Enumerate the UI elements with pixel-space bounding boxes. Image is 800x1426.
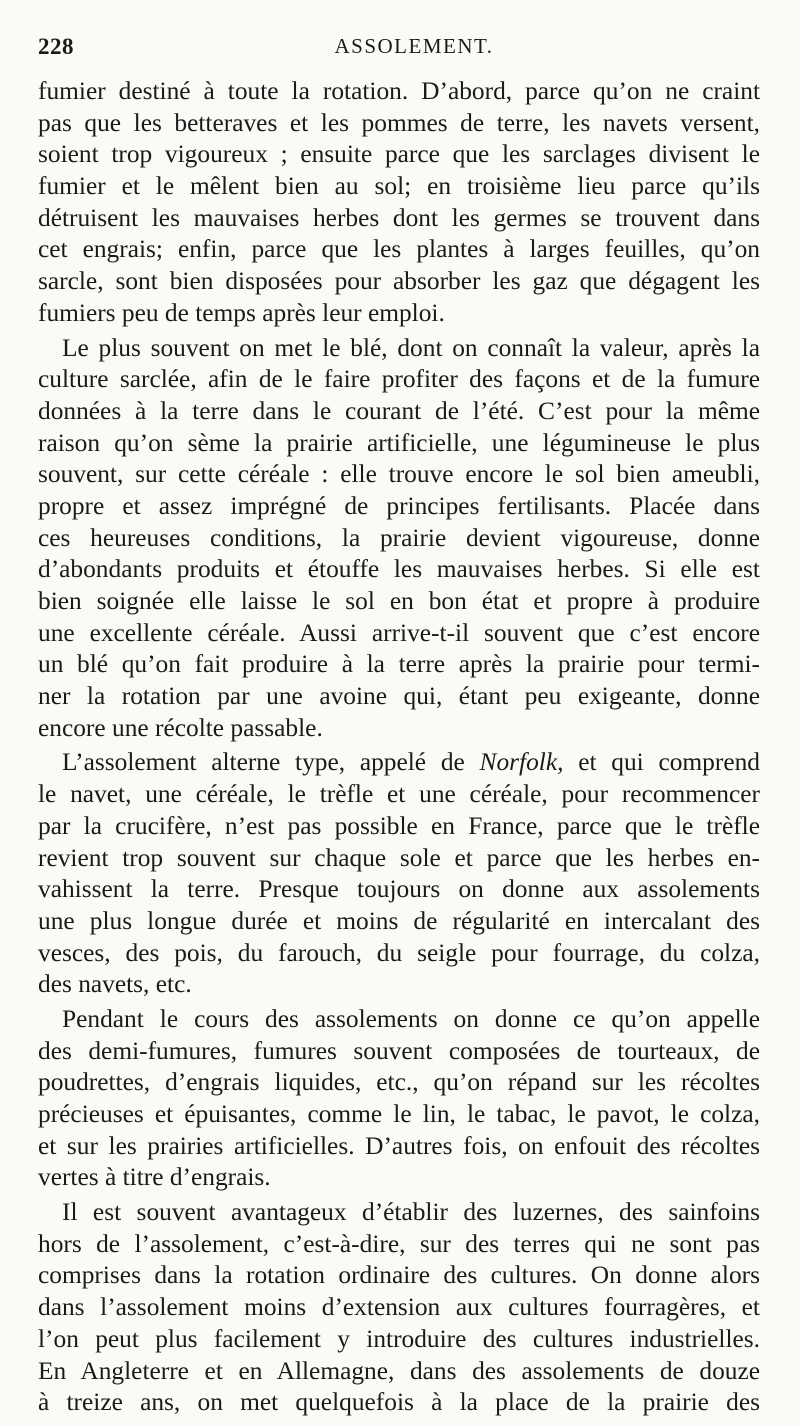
- text-line: un blé qu’on fait produire à la terre après la prairie pour termi-: [38, 650, 760, 679]
- text-line: précieuses et épuisantes, comme le lin, le tabac, le pavot, le colza,: [38, 1100, 760, 1128]
- paragraph-3: [38, 747, 760, 1001]
- text-line: des navets, etc.: [38, 970, 192, 999]
- body-text: [38, 76, 760, 1419]
- text-line: propre et assez imprégné de principes fertilisants. Placée dans: [38, 491, 760, 520]
- running-head: [38, 0, 760, 59]
- text-line: l’on peut plus facilement y introduire des cultures industrielles.: [38, 1324, 760, 1353]
- text-line: Il est souvent avantageux d’établir des luzernes, des sainfoins: [62, 1198, 760, 1227]
- paragraph-5: [38, 1197, 760, 1419]
- text-run: L’assolement alterne type, appelé de: [62, 748, 480, 777]
- italic-place-name: Norfolk,: [479, 748, 564, 777]
- text-line: En Angleterre et en Allemagne, dans des assolements de douze: [38, 1356, 760, 1385]
- text-line: des demi-fumures, fumures souvent composées de tourteaux, de: [38, 1036, 760, 1065]
- text-line: bien soignée elle laisse le sol en bon état et propre à produire: [38, 587, 760, 615]
- text-line: par la crucifère, n’est pas possible en France, parce que le trèfle: [38, 811, 760, 840]
- text-line: soient trop vigoureux ; ensuite parce que les sarclages divisent le: [38, 140, 760, 169]
- text-line: revient trop souvent sur chaque sole et parce que les herbes en-: [38, 843, 760, 872]
- text-line: à treize ans, on met quelquefois à la place de la prairie des: [38, 1388, 760, 1417]
- text-line: souvent, sur cette céréale : elle trouve encore le sol bien ameubli,: [38, 460, 760, 489]
- text-line: Le plus souvent on met le blé, dont on connaît la valeur, après la: [62, 333, 760, 362]
- text-line: une excellente céréale. Aussi arrive-t-il souvent que c’est encore: [38, 618, 760, 647]
- text-line: fumiers peu de temps après leur emploi.: [38, 298, 445, 327]
- text-line: cet engrais; enfin, parce que les plantes à larges feuilles, qu’on: [38, 235, 760, 264]
- text-run: et qui comprend: [563, 748, 760, 777]
- text-line: vahissent la terre. Presque toujours on donne aux assolements: [38, 875, 760, 904]
- text-line: d’abondants produits et étouffe les mauvaises herbes. Si elle est: [38, 555, 760, 584]
- text-line: dans l’assolement moins d’extension aux cultures fourragères, et: [38, 1293, 760, 1322]
- text-line: culture sarclée, afin de le faire profiter des façons et de la fumure: [38, 365, 760, 394]
- text-line: pas que les betteraves et les pommes de terre, les navets versent,: [38, 108, 760, 137]
- text-line: sarcle, sont bien disposées pour absorber les gaz que dégagent les: [38, 267, 760, 296]
- text-line: raison qu’on sème la prairie artificielle, une légumineuse le plus: [38, 428, 760, 457]
- paragraph-2: [38, 333, 760, 745]
- text-line: une plus longue durée et moins de régularité en intercalant des: [38, 906, 760, 935]
- text-line: le navet, une céréale, le trèfle et une céréale, pour recommencer: [38, 780, 760, 809]
- text-line: encore une récolte passable.: [38, 713, 323, 742]
- text-line: fumier destiné à toute la rotation. D’abord, parce qu’on ne craint: [38, 77, 760, 105]
- text-line: vertes à titre d’engrais.: [38, 1163, 271, 1192]
- text-line: ner la rotation par une avoine qui, étant peu exigeante, donne: [38, 682, 760, 711]
- paragraph-4: [38, 1004, 760, 1194]
- text-line: et sur les prairies artificielles. D’autres fois, on enfouit des récoltes: [38, 1131, 760, 1160]
- text-line: vesces, des pois, du farouch, du seigle pour fourrage, du colza,: [38, 938, 760, 967]
- text-line: Pendant le cours des assolements on donne ce qu’on appelle: [62, 1004, 760, 1033]
- text-line: données à la terre dans le courant de l’été. C’est pour la même: [38, 396, 760, 425]
- paragraph-1: [38, 76, 760, 330]
- page-number: 228: [38, 34, 74, 59]
- text-line: détruisent les mauvaises herbes dont les germes se trouvent dans: [38, 203, 760, 232]
- text-line: fumier et le mêlent bien au sol; en troisième lieu parce qu’ils: [38, 172, 760, 201]
- text-line: poudrettes, d’engrais liquides, etc., qu’on répand sur les récoltes: [38, 1068, 760, 1097]
- text-line: comprises dans la rotation ordinaire des cultures. On donne alors: [38, 1261, 760, 1290]
- text-line: ces heureuses conditions, la prairie devient vigoureuse, donne: [38, 523, 760, 552]
- running-title: ASSOLEMENT.: [334, 34, 494, 58]
- text-line: [38, 747, 760, 779]
- text-line: hors de l’assolement, c’est-à-dire, sur des terres qui ne sont pas: [38, 1229, 760, 1258]
